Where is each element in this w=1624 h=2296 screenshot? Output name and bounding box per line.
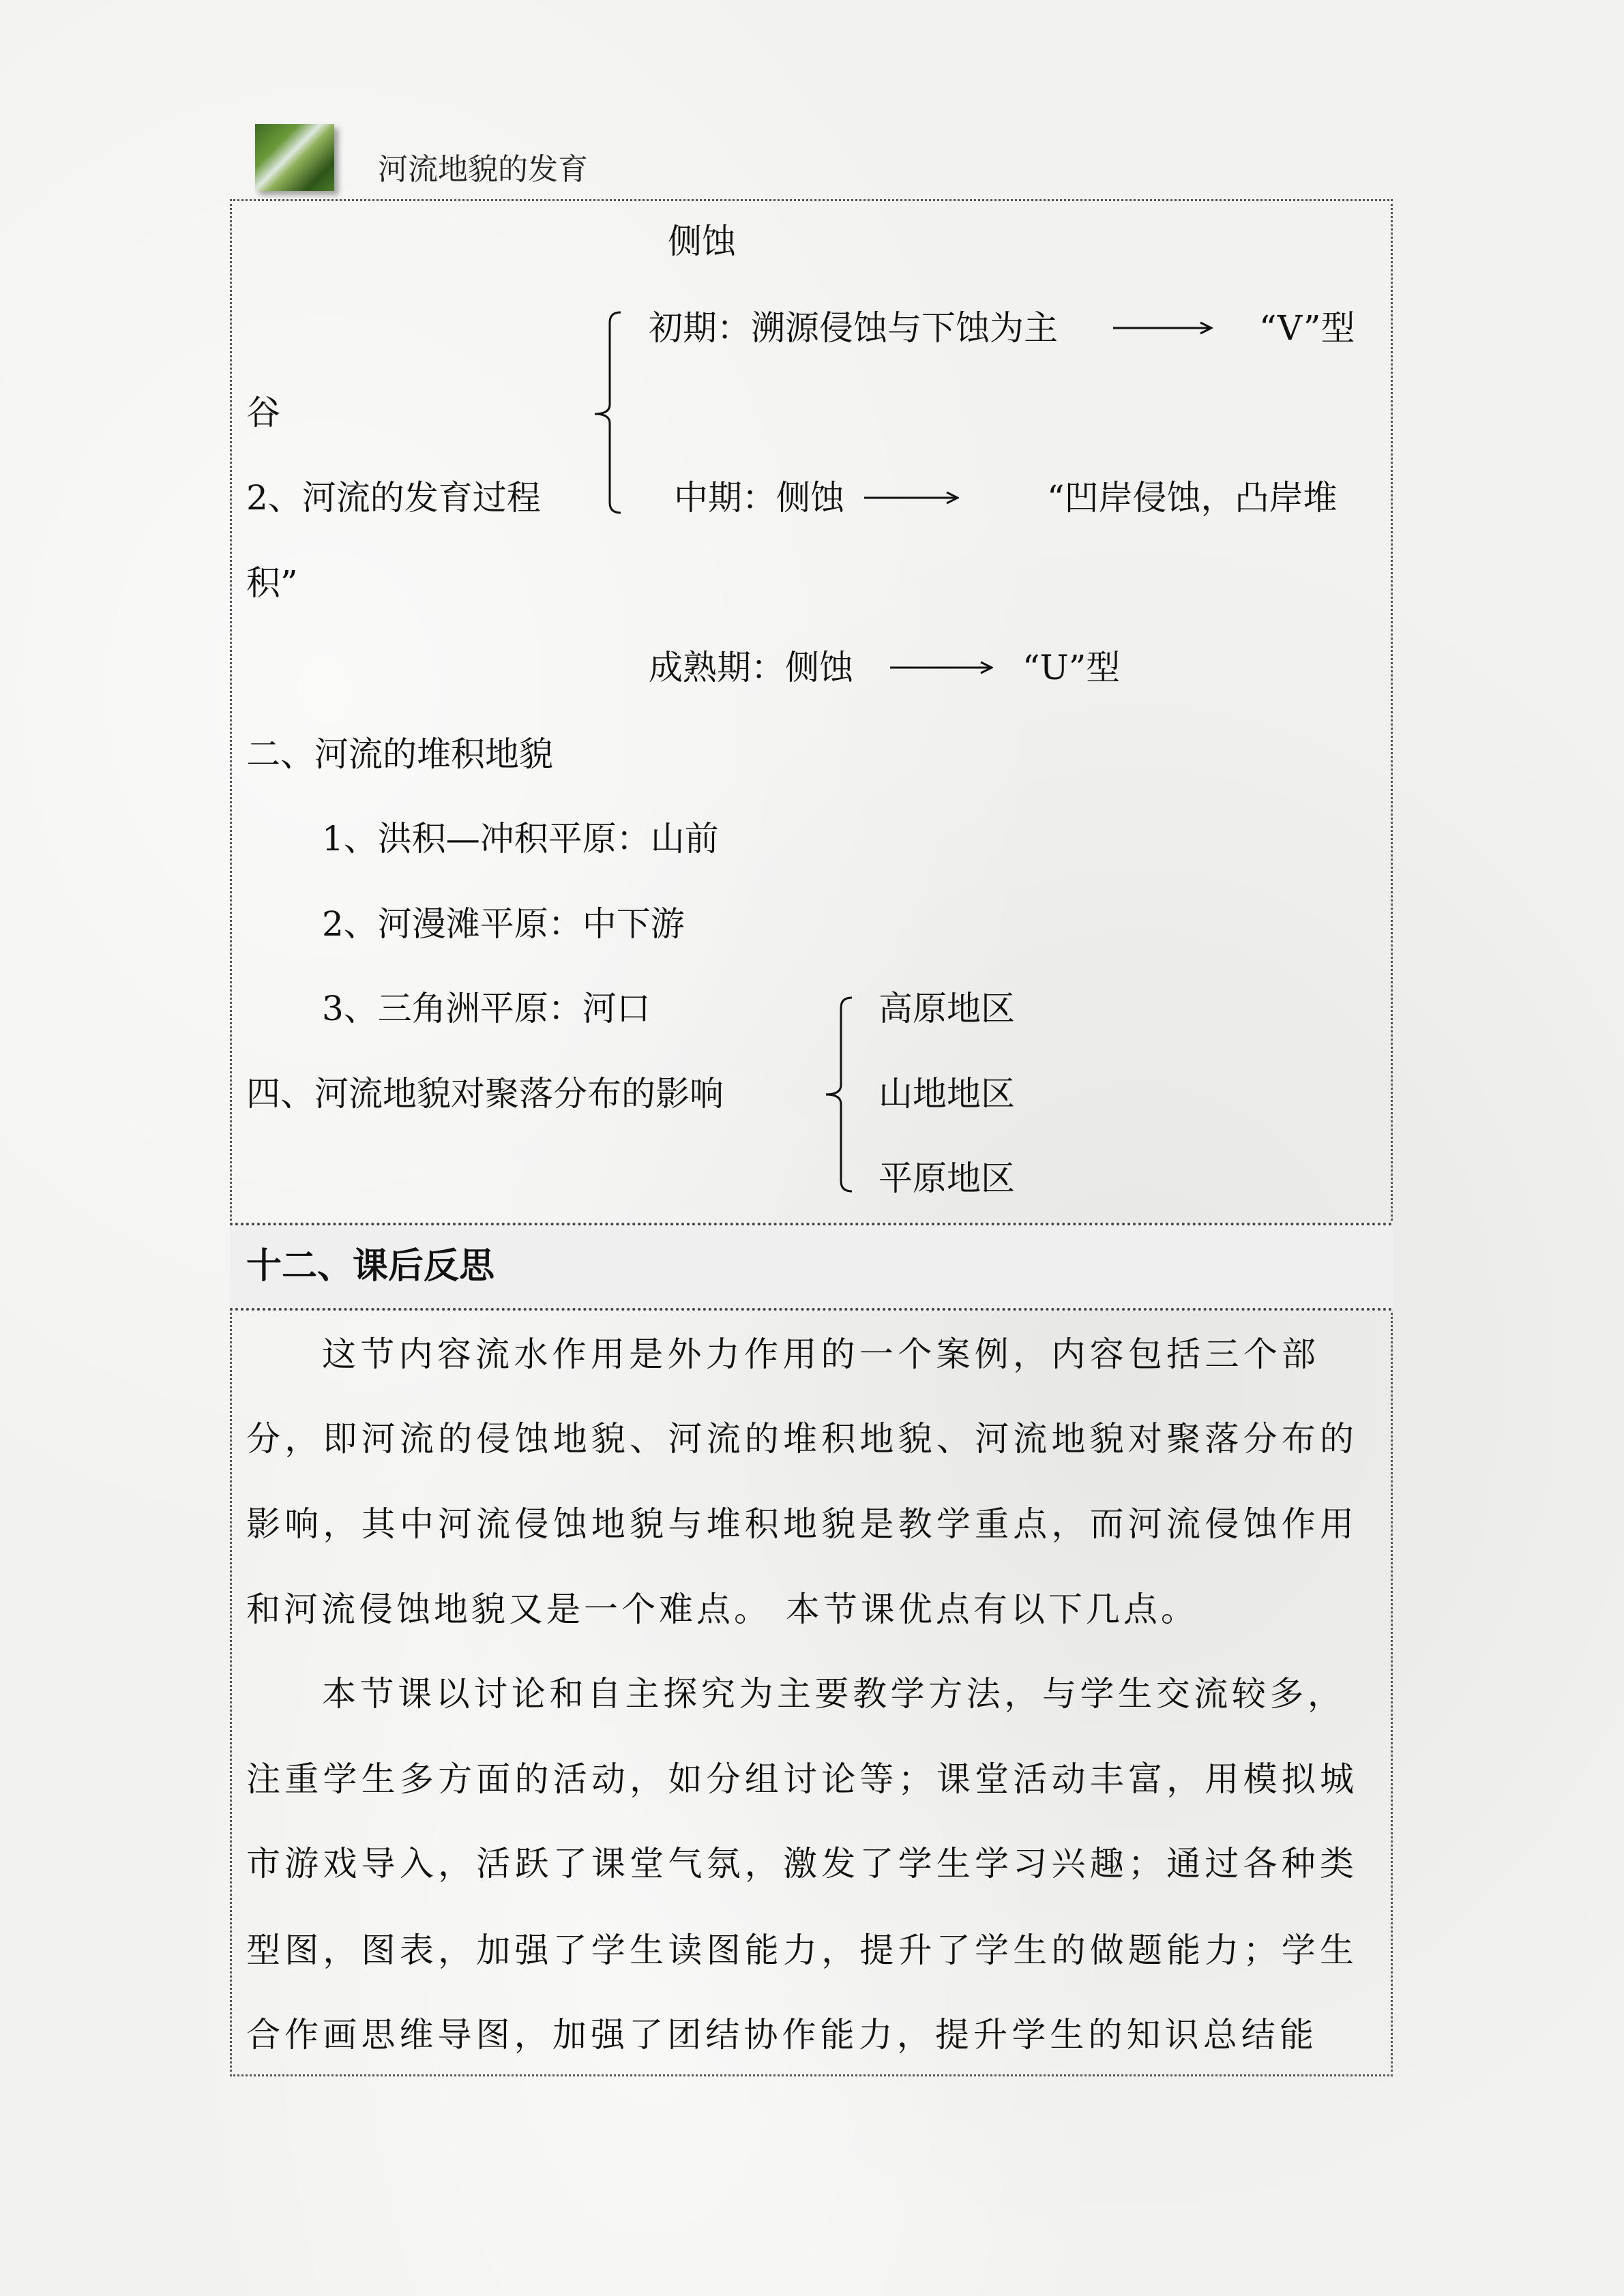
stage-early-result: “V”型 xyxy=(1259,308,1355,348)
stage-mid-result-cont: 积” xyxy=(246,563,298,603)
reflection-line: 市游戏导入，活跃了课堂气氛，激发了学生学习兴趣；通过各种类 xyxy=(246,1844,1354,1883)
deposition-item: 3、三角洲平原：河口 xyxy=(322,989,651,1028)
reflection-line: 影响，其中河流侵蚀地貌与堆积地貌是教学重点，而河流侵蚀作用 xyxy=(246,1504,1354,1544)
stage-mature-result: “U”型 xyxy=(1022,648,1121,687)
reflection-line: 型图，图表，加强了学生读图能力，提升了学生的做题能力；学生 xyxy=(246,1930,1354,1970)
reflection-line: 注重学生多方面的活动，如分组讨论等；课堂活动丰富，用模拟城 xyxy=(246,1759,1354,1799)
process-label: 2、河流的发育过程 xyxy=(246,478,541,518)
stage-early-result-cont: 谷 xyxy=(246,393,280,432)
reflection-line: 分，即河流的侵蚀地貌、河流的堆积地貌、河流地貌对聚落分布的 xyxy=(246,1419,1354,1459)
page-header-title: 河流地貌的发育 xyxy=(378,152,588,187)
reflection-line: 本节课以讨论和自主探究为主要教学方法，与学生交流较多， xyxy=(322,1674,1342,1714)
arrow-icon xyxy=(864,491,959,505)
stage-early: 初期：溯源侵蚀与下蚀为主 xyxy=(649,308,1058,348)
arrow-icon xyxy=(890,661,993,674)
deposition-item: 2、河漫滩平原：中下游 xyxy=(322,904,685,944)
stage-mid: 中期：侧蚀 xyxy=(674,478,844,518)
settlement-heading: 四、河流地貌对聚落分布的影响 xyxy=(246,1074,724,1114)
left-brace-icon xyxy=(822,996,853,1193)
deposition-heading: 二、河流的堆积地貌 xyxy=(246,734,553,774)
reflection-line: 和河流侵蚀地貌又是一个难点。 本节课优点有以下几点。 xyxy=(246,1590,1198,1629)
reflection-heading: 十二、课后反思 xyxy=(246,1245,495,1287)
left-brace-icon xyxy=(591,310,622,515)
stage-mature: 成熟期：侧蚀 xyxy=(649,648,853,687)
top-label: 侧蚀 xyxy=(668,222,736,261)
settlement-item: 平原地区 xyxy=(879,1159,1015,1198)
deposition-item: 1、洪积—冲积平原：山前 xyxy=(322,819,719,859)
arrow-icon xyxy=(1113,321,1213,335)
reflection-line: 这节内容流水作用是外力作用的一个案例，内容包括三个部 xyxy=(322,1335,1316,1374)
stage-mid-result: “凹岸侵蚀，凸岸堆 xyxy=(1047,478,1338,518)
waterfall-thumbnail-icon xyxy=(255,124,334,191)
settlement-item: 高原地区 xyxy=(879,989,1015,1028)
settlement-item: 山地地区 xyxy=(879,1074,1015,1114)
reflection-line: 合作画思维导图，加强了团结协作能力，提升学生的知识总结能 xyxy=(246,2015,1314,2055)
